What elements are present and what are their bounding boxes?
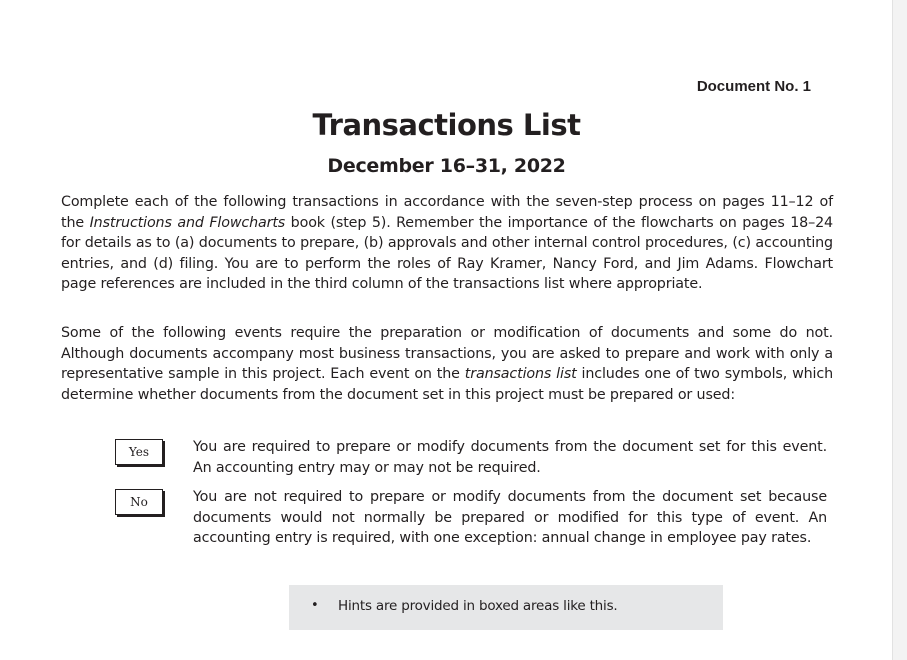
bullet-icon: • (311, 598, 319, 613)
date-range-subtitle: December 16–31, 2022 (327, 155, 566, 177)
p1-text-a: Complete each of the following transactions in accordance with the seven-step process on pages 11–12 of the (61, 194, 833, 231)
p2-text-b: includes one of two symbols, which determine whether documents from the document set in this project must be prepared or used: (61, 366, 833, 403)
document-number: Document No. 1 (696, 78, 811, 95)
instructions-paragraph (61, 192, 833, 295)
no-symbol-box: No (115, 489, 163, 515)
yes-symbol-box: Yes (115, 439, 163, 465)
scrollbar-track[interactable] (892, 0, 907, 660)
p1-text-b: book (step 5). Remember the importance of the flowcharts on pages 18–24 for details as to (a) documents to prepare, (b) approvals and other internal control procedures, (c) accounting entries, and (d) filing. You are to perform the roles of Ray Kramer, Nancy Ford, and Jim Adams. Flowchart page references are included in the third column of the transactions list where appropriate. (61, 214, 833, 293)
yes-symbol-description: You are required to prepare or modify documents from the document set for this event. An accounting entry may or may not be required. (193, 439, 827, 476)
page-title: Transactions List (312, 108, 581, 142)
events-paragraph (61, 323, 833, 405)
p2-text-a: Some of the following events require the preparation or modification of documents and some do not. Although documents accompany most business transactions, you are asked to prepare and work with only a representative sample in this project. Each event on the (61, 325, 833, 383)
transactions-list-italic: transactions list (464, 366, 577, 383)
hint-box (289, 585, 723, 630)
no-symbol-description: You are not required to prepare or modify documents from the document set because documents would not normally be prepared or modified for this type of event. An accounting entry is required, with one exception: annual change in employee pay rates. (193, 489, 827, 547)
hint-text: Hints are provided in boxed areas like this. (338, 598, 618, 614)
book-title-italic: Instructions and Flowcharts (89, 214, 286, 231)
